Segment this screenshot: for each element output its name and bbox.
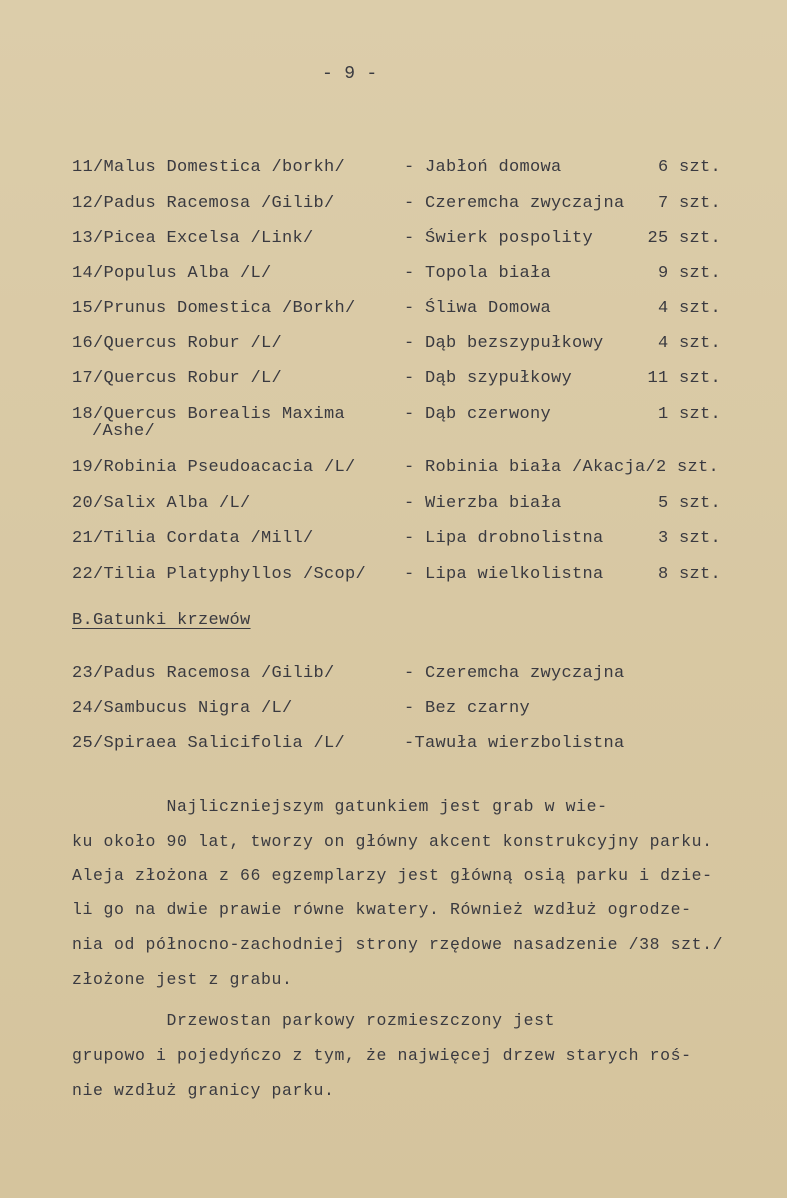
tree-quantity: 6 szt. — [657, 158, 721, 177]
shrub-latin-name: 23/Padus Racemosa /Gilib/ — [72, 664, 335, 683]
tree-latin-name: 13/Picea Excelsa /Link/ — [72, 229, 314, 248]
tree-quantity: 1 szt. — [657, 405, 721, 424]
tree-latin-name: 22/Tilia Platyphyllos /Scop/ — [72, 565, 367, 584]
tree-polish-name: - Śliwa Domowa — [404, 299, 552, 318]
tree-quantity: 4 szt. — [657, 334, 721, 353]
shrub-latin-name: 24/Sambucus Nigra /L/ — [72, 699, 293, 718]
tree-polish-name: - Jabłoń domowa — [404, 158, 562, 177]
tree-quantity: 7 szt. — [657, 194, 721, 213]
tree-latin-name: 19/Robinia Pseudoacacia /L/ — [72, 458, 356, 477]
tree-latin-name: 15/Prunus Domestica /Borkh/ — [72, 299, 356, 318]
tree-polish-name: - Lipa wielkolistna — [404, 565, 604, 584]
paragraph-line: Drzewostan parkowy rozmieszczony jest — [72, 1011, 556, 1030]
tree-quantity: 25 szt. — [647, 229, 721, 248]
paragraph-line: nia od północno-zachodniej strony rzędowe nasadzenie /38 szt./ — [72, 935, 724, 954]
shrub-polish-name: - Bez czarny — [404, 699, 531, 718]
tree-latin-name: 14/Populus Alba /L/ — [72, 264, 272, 283]
tree-quantity: 8 szt. — [657, 565, 721, 584]
tree-quantity: 4 szt. — [657, 299, 721, 318]
tree-latin-name: 18/Quercus Borealis Maxima — [72, 405, 346, 424]
shrubs-heading: B.Gatunki krzewów — [72, 611, 251, 630]
paragraph-line: złożone jest z grabu. — [72, 970, 293, 989]
paragraph-line: Aleja złożona z 66 egzemplarzy jest główną osią parku i dzie- — [72, 866, 713, 885]
tree-latin-name: 11/Malus Domestica /borkh/ — [72, 158, 346, 177]
shrub-latin-name: 25/Spiraea Salicifolia /L/ — [72, 734, 346, 753]
tree-quantity: 3 szt. — [657, 529, 721, 548]
tree-polish-name: - Wierzba biała — [404, 494, 562, 513]
paragraph-line: ku około 90 lat, tworzy on główny akcent konstrukcyjny parku. — [72, 832, 713, 851]
tree-polish-name: - Dąb czerwony — [404, 405, 552, 424]
paragraph-line: li go na dwie prawie równe kwatery. Również wzdłuż ogrodze- — [72, 900, 692, 919]
paragraph-line: grupowo i pojedyńczo z tym, że najwięcej drzew starych roś- — [72, 1046, 692, 1065]
tree-latin-name: 12/Padus Racemosa /Gilib/ — [72, 194, 335, 213]
shrub-polish-name: -Tawuła wierzbolistna — [404, 734, 625, 753]
tree-polish-name: - Dąb szypułkowy — [404, 369, 573, 388]
tree-polish-name: - Czeremcha zwyczajna — [404, 194, 625, 213]
tree-latin-name: 20/Salix Alba /L/ — [72, 494, 251, 513]
tree-quantity: 5 szt. — [657, 494, 721, 513]
tree-polish-name: - Świerk pospolity — [404, 229, 594, 248]
tree-latin-name: 16/Quercus Robur /L/ — [72, 334, 283, 353]
page-number: - 9 - — [322, 64, 378, 84]
tree-quantity: 9 szt. — [657, 264, 721, 283]
tree-latin-name: 17/Quercus Robur /L/ — [72, 369, 283, 388]
tree-polish-name: - Lipa drobnolistna — [404, 529, 604, 548]
tree-quantity: 11 szt. — [647, 369, 721, 388]
tree-polish-name: - Robinia biała /Akacja/2 szt. — [404, 458, 720, 477]
shrub-polish-name: - Czeremcha zwyczajna — [404, 664, 625, 683]
tree-polish-name: - Dąb bezszypułkowy — [404, 334, 604, 353]
paragraph-line: nie wzdłuż granicy parku. — [72, 1081, 335, 1100]
tree-latin-name: 21/Tilia Cordata /Mill/ — [72, 529, 314, 548]
paragraph-line: Najliczniejszym gatunkiem jest grab w wie- — [72, 797, 608, 816]
tree-polish-name: - Topola biała — [404, 264, 552, 283]
tree-latin-author: /Ashe/ — [92, 422, 156, 441]
